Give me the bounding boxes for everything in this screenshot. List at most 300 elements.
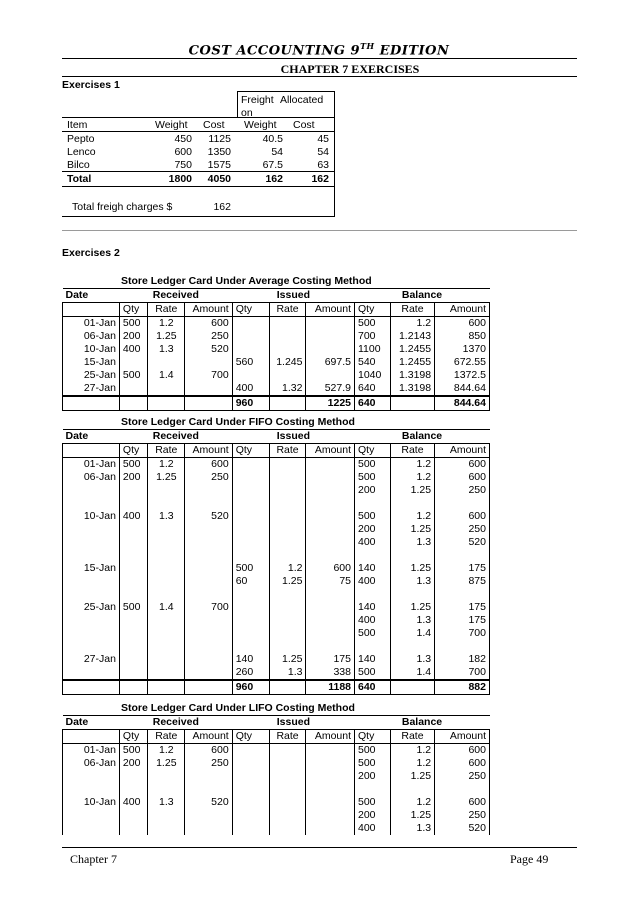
ledger-subheader-cell: Qty <box>232 303 269 317</box>
ledger-subheader-cell: Qty <box>232 444 269 458</box>
ledger-cell <box>119 562 147 575</box>
table-row <box>63 822 490 835</box>
ledger-cell: 500 <box>355 317 391 331</box>
ledger-cell <box>269 458 306 472</box>
ledger-cell: 700 <box>355 330 391 343</box>
ledger-cell: 15-Jan <box>63 562 120 575</box>
ledger-cell: 1.2 <box>390 510 434 523</box>
ledger-cell <box>63 640 120 653</box>
ledger-subheader-cell <box>63 303 120 317</box>
ledger-cell <box>269 343 306 356</box>
table-row <box>63 497 490 510</box>
ex1-cell: Pepto <box>67 133 95 145</box>
ledger-cell: 15-Jan <box>63 356 120 369</box>
ledger-cell: 140 <box>355 653 391 666</box>
ex1-total-freight: 162 <box>265 173 283 185</box>
ledger-subheader-cell: Amount <box>306 303 355 317</box>
ledger-cell: 1370 <box>435 343 490 356</box>
ledger-cell <box>435 549 490 562</box>
section-divider <box>62 230 577 231</box>
ledger-cell <box>355 549 391 562</box>
ledger-cell: 250 <box>435 484 490 497</box>
ledger-cell <box>269 640 306 653</box>
ledger-cell <box>390 497 434 510</box>
ledger-cell: 697.5 <box>306 356 355 369</box>
ledger-cell <box>306 510 355 523</box>
table-row <box>63 523 490 536</box>
ledger-cell <box>185 614 232 627</box>
ledger-cell: 06-Jan <box>63 757 120 770</box>
ledger-subheader-cell: Qty <box>119 303 147 317</box>
ledger-cell: 500 <box>355 471 391 484</box>
ex1-col-weight: Weight <box>155 119 188 131</box>
table-row <box>63 458 490 472</box>
ledger-cell <box>232 549 269 562</box>
ledger-cell <box>232 770 269 783</box>
ledger-cell: 1.25 <box>390 523 434 536</box>
ledger-cell: 400 <box>355 822 391 835</box>
ledger-cell <box>148 783 185 796</box>
ledger-cell: 200 <box>355 770 391 783</box>
ledger-cell <box>63 523 120 536</box>
table-row <box>63 369 490 382</box>
ledger-cell <box>306 471 355 484</box>
ledger-total-cell <box>148 680 185 695</box>
ledger-cell: 500 <box>355 666 391 680</box>
ledger-cell <box>269 822 306 835</box>
footer-rule <box>62 847 577 848</box>
ledger-cell <box>306 317 355 331</box>
ledger-cell <box>148 356 185 369</box>
ledger-cell <box>63 627 120 640</box>
ledger-subheader-cell: Amount <box>435 303 490 317</box>
ledger-cell: 175 <box>435 562 490 575</box>
ledger-cell <box>63 822 120 835</box>
ledger-cell <box>435 588 490 601</box>
ex1-col-cost: Cost <box>203 119 225 131</box>
ledger-subheader <box>63 444 490 458</box>
ledger-cell: 1.25 <box>390 484 434 497</box>
ledger-cell <box>119 783 147 796</box>
ledger-subheader-cell: Qty <box>232 730 269 744</box>
ledger-total-cell: 960 <box>232 396 269 411</box>
ledger-cell <box>269 497 306 510</box>
ledger-cell: 1.4 <box>390 627 434 640</box>
ledger-cell: 140 <box>232 653 269 666</box>
ledger-subheader-cell: Rate <box>390 730 434 744</box>
book-title: COST ACCOUNTING 9TH EDITION <box>188 41 450 59</box>
ledger-subheader-cell: Rate <box>148 730 185 744</box>
ledger-cell <box>185 523 232 536</box>
ledger-cell <box>306 369 355 382</box>
ledger-cell <box>185 809 232 822</box>
ledger-total-cell <box>269 396 306 411</box>
ledger-cell: 875 <box>435 575 490 588</box>
ledger-subheader-cell: Qty <box>355 444 391 458</box>
ledger-cell <box>148 614 185 627</box>
ledger-cell <box>119 770 147 783</box>
ledger-cell <box>119 536 147 549</box>
ledger-cell: 1.25 <box>269 575 306 588</box>
ledger-cell <box>185 484 232 497</box>
ledger-cell <box>306 783 355 796</box>
ledger-group-cell: Received <box>119 716 232 730</box>
ledger-subheader-cell: Qty <box>119 730 147 744</box>
ledger-cell <box>185 640 232 653</box>
ledger-cell: 1.3 <box>390 575 434 588</box>
ledger-cell: 600 <box>185 458 232 472</box>
ledger-cell <box>148 770 185 783</box>
ledger-total-cell <box>185 680 232 695</box>
ledger-cell <box>119 809 147 822</box>
ex1-col-weight2: Weight <box>244 119 277 131</box>
ledger-cell: 1.4 <box>390 666 434 680</box>
ledger-cell <box>269 549 306 562</box>
ledger-cell <box>232 510 269 523</box>
ledger-cell: 250 <box>185 471 232 484</box>
ledger-cell: 520 <box>435 822 490 835</box>
ledger-cell <box>269 783 306 796</box>
ledger-cell <box>306 536 355 549</box>
ledger-cell <box>355 640 391 653</box>
ledger-total-cell <box>185 396 232 411</box>
ledger-cell <box>232 523 269 536</box>
ledger-cell <box>269 536 306 549</box>
ledger-cell: 06-Jan <box>63 471 120 484</box>
ledger-cell: 01-Jan <box>63 744 120 758</box>
ledger-cell: 560 <box>232 356 269 369</box>
chapter-title: CHAPTER 7 EXERCISES <box>280 62 420 76</box>
ledger-cell <box>306 497 355 510</box>
ledger-cell: 1.3 <box>390 653 434 666</box>
ledger-cell <box>119 822 147 835</box>
avg-ledger-table <box>62 288 490 411</box>
footer-page: Page 49 <box>510 852 549 866</box>
ledger-cell <box>185 588 232 601</box>
ledger-cell <box>148 536 185 549</box>
ledger-cell <box>148 666 185 680</box>
ledger-cell: 1.245 <box>269 356 306 369</box>
ledger-cell <box>232 601 269 614</box>
ledger-cell: 1.2 <box>390 744 434 758</box>
ex1-cell: 40.5 <box>262 133 283 145</box>
allocated-header: Allocated <box>280 94 324 106</box>
ledger-cell: 200 <box>119 757 147 770</box>
ledger-cell: 540 <box>355 356 391 369</box>
ledger-cell: 1.25 <box>148 471 185 484</box>
ledger-group-cell: Issued <box>232 289 354 303</box>
ledger-cell: 06-Jan <box>63 330 120 343</box>
ledger-cell: 27-Jan <box>63 653 120 666</box>
ledger-cell: 25-Jan <box>63 601 120 614</box>
ledger-cell: 1.25 <box>390 601 434 614</box>
ledger-cell: 500 <box>232 562 269 575</box>
ledger-cell: 200 <box>119 330 147 343</box>
footer-chapter: Chapter 7 <box>70 852 117 866</box>
ledger-cell: 600 <box>435 757 490 770</box>
ledger-cell: 400 <box>119 343 147 356</box>
ledger-total-cell: 882 <box>435 680 490 695</box>
ledger-total-cell <box>63 680 120 695</box>
lifo-title: Store Ledger Card Under LIFO Costing Method <box>121 702 355 714</box>
table-row <box>63 757 490 770</box>
ledger-cell <box>306 627 355 640</box>
ledger-subheader-cell: Amount <box>185 730 232 744</box>
table-row <box>63 796 490 809</box>
ledger-total-cell: 1188 <box>306 680 355 695</box>
ex1-cell: 1350 <box>207 146 231 158</box>
ledger-cell: 700 <box>185 369 232 382</box>
ledger-cell <box>119 627 147 640</box>
ledger-cell <box>269 484 306 497</box>
ledger-cell <box>435 640 490 653</box>
ledger-cell: 400 <box>355 614 391 627</box>
ex1-total-allocated: 162 <box>311 173 329 185</box>
ledger-cell: 1.2 <box>390 757 434 770</box>
ledger-cell <box>119 588 147 601</box>
ledger-cell: 1.3 <box>269 666 306 680</box>
ledger-cell: 640 <box>355 382 391 396</box>
ledger-cell <box>232 822 269 835</box>
ledger-cell <box>63 783 120 796</box>
ledger-cell <box>63 484 120 497</box>
ex1-cell: 600 <box>174 146 192 158</box>
ledger-subheader-cell: Qty <box>355 303 391 317</box>
ex1-cell: Bilco <box>67 159 90 171</box>
ledger-cell <box>269 744 306 758</box>
table-row <box>63 382 490 396</box>
ledger-cell: 500 <box>355 757 391 770</box>
ledger-cell <box>269 757 306 770</box>
ledger-cell: 1100 <box>355 343 391 356</box>
ledger-cell: 1.3 <box>148 343 185 356</box>
ex1-col-item: Item <box>67 119 88 131</box>
ledger-total-row <box>63 396 490 411</box>
ledger-cell <box>232 757 269 770</box>
ledger-cell <box>148 549 185 562</box>
ledger-subheader <box>63 730 490 744</box>
ledger-cell <box>63 770 120 783</box>
ex1-cell: 63 <box>317 159 329 171</box>
ledger-cell: 10-Jan <box>63 510 120 523</box>
ledger-cell <box>63 536 120 549</box>
ledger-group-cell: Balance <box>355 289 490 303</box>
exercise2-label: Exercises 2 <box>62 247 120 259</box>
ledger-cell <box>269 796 306 809</box>
table-row <box>63 809 490 822</box>
ledger-cell <box>269 809 306 822</box>
ledger-cell: 700 <box>435 627 490 640</box>
table-row <box>63 640 490 653</box>
ledger-cell: 850 <box>435 330 490 343</box>
ledger-cell <box>355 783 391 796</box>
header-rule <box>62 58 577 59</box>
ledger-cell <box>185 627 232 640</box>
ledger-cell <box>355 497 391 510</box>
ex1-header-rule-top <box>62 117 334 118</box>
ledger-subheader-cell: Amount <box>185 444 232 458</box>
ledger-cell <box>232 497 269 510</box>
ledger-group-cell: Issued <box>232 430 354 444</box>
ledger-cell <box>148 484 185 497</box>
ledger-cell <box>185 575 232 588</box>
ex1-cell: Lenco <box>67 146 96 158</box>
ledger-cell: 672.55 <box>435 356 490 369</box>
exercise1-label: Exercises 1 <box>62 79 120 91</box>
ledger-cell <box>306 588 355 601</box>
ex1-cell: 45 <box>317 133 329 145</box>
ledger-cell: 400 <box>232 382 269 396</box>
ledger-cell <box>119 549 147 562</box>
ledger-cell <box>306 757 355 770</box>
ledger-subheader-cell: Rate <box>269 303 306 317</box>
ledger-cell: 500 <box>355 458 391 472</box>
ledger-cell <box>148 382 185 396</box>
ledger-cell: 175 <box>306 653 355 666</box>
ex1-total-label: Total <box>67 173 92 185</box>
ledger-cell <box>232 796 269 809</box>
ledger-cell: 1.2 <box>148 317 185 331</box>
ledger-cell: 520 <box>185 796 232 809</box>
ledger-cell <box>306 549 355 562</box>
ledger-cell <box>390 588 434 601</box>
ledger-cell: 250 <box>185 330 232 343</box>
ledger-total-cell: 844.64 <box>435 396 490 411</box>
ledger-cell <box>269 369 306 382</box>
ledger-cell: 1.2455 <box>390 343 434 356</box>
ledger-cell: 260 <box>232 666 269 680</box>
ledger-cell: 600 <box>435 510 490 523</box>
ledger-cell <box>119 356 147 369</box>
ledger-cell <box>269 614 306 627</box>
ledger-cell: 250 <box>435 809 490 822</box>
ledger-cell <box>306 484 355 497</box>
table-row <box>63 627 490 640</box>
ledger-cell <box>185 783 232 796</box>
ledger-cell: 10-Jan <box>63 796 120 809</box>
ex1-cell: 450 <box>174 133 192 145</box>
ledger-cell: 1.32 <box>269 382 306 396</box>
table-row <box>63 356 490 369</box>
ledger-cell: 175 <box>435 601 490 614</box>
ledger-cell: 01-Jan <box>63 317 120 331</box>
ledger-subheader-cell <box>63 730 120 744</box>
ledger-cell <box>232 744 269 758</box>
ledger-cell <box>435 497 490 510</box>
ledger-cell: 700 <box>435 666 490 680</box>
ledger-cell <box>119 575 147 588</box>
ledger-subheader <box>63 303 490 317</box>
ex1-total-rule <box>62 186 334 187</box>
ledger-cell: 1.3 <box>390 536 434 549</box>
ex1-total-cost: 4050 <box>207 173 231 185</box>
ledger-cell <box>148 822 185 835</box>
ledger-cell: 600 <box>435 471 490 484</box>
ledger-cell <box>185 562 232 575</box>
table-row <box>63 770 490 783</box>
ledger-cell <box>269 601 306 614</box>
ledger-cell <box>232 536 269 549</box>
ledger-cell: 500 <box>355 744 391 758</box>
ledger-cell: 1.2 <box>269 562 306 575</box>
ledger-cell <box>269 510 306 523</box>
table-row <box>63 614 490 627</box>
ledger-cell: 500 <box>355 796 391 809</box>
ex1-cell: 1125 <box>208 133 231 145</box>
ledger-cell: 1.3 <box>148 510 185 523</box>
ledger-cell <box>306 770 355 783</box>
ledger-cell: 25-Jan <box>63 369 120 382</box>
ledger-cell <box>306 796 355 809</box>
ledger-cell: 1.3 <box>148 796 185 809</box>
table-row <box>63 510 490 523</box>
ledger-cell <box>185 536 232 549</box>
ex1-cell: 1575 <box>207 159 231 171</box>
ledger-cell: 520 <box>185 343 232 356</box>
ledger-group-cell: Received <box>119 289 232 303</box>
ledger-cell <box>148 497 185 510</box>
ledger-group-cell: Date <box>63 430 120 444</box>
ledger-cell <box>232 627 269 640</box>
ledger-cell <box>63 549 120 562</box>
ledger-cell: 175 <box>435 614 490 627</box>
ledger-cell: 1.25 <box>390 809 434 822</box>
ledger-cell <box>306 640 355 653</box>
ledger-cell: 1.2 <box>390 458 434 472</box>
ledger-total-cell <box>390 680 434 695</box>
ledger-cell: 27-Jan <box>63 382 120 396</box>
ledger-total-cell: 640 <box>355 680 391 695</box>
fifo-ledger-table <box>62 429 490 695</box>
ledger-cell <box>232 330 269 343</box>
ledger-cell <box>148 653 185 666</box>
ledger-cell: 1.3 <box>390 614 434 627</box>
table-row <box>63 317 490 331</box>
ledger-cell: 338 <box>306 666 355 680</box>
ledger-cell: 500 <box>355 627 391 640</box>
ledger-total-cell <box>63 396 120 411</box>
ledger-subheader-cell: Amount <box>435 730 490 744</box>
ledger-cell: 844.64 <box>435 382 490 396</box>
ex1-total-rule-top <box>62 171 334 172</box>
ledger-cell <box>63 614 120 627</box>
ledger-cell <box>306 809 355 822</box>
freight-on-header: Freight on <box>241 94 274 119</box>
ledger-subheader-cell: Amount <box>306 730 355 744</box>
ledger-cell: 01-Jan <box>63 458 120 472</box>
ledger-cell <box>148 809 185 822</box>
ledger-cell <box>232 458 269 472</box>
ledger-cell: 200 <box>119 471 147 484</box>
header-rule-2 <box>62 76 577 77</box>
ledger-cell <box>148 627 185 640</box>
ledger-subheader-cell: Qty <box>119 444 147 458</box>
table-row <box>63 575 490 588</box>
ledger-cell <box>269 770 306 783</box>
ledger-cell <box>119 523 147 536</box>
ledger-subheader-cell: Rate <box>148 444 185 458</box>
table-row <box>63 783 490 796</box>
ledger-cell <box>185 822 232 835</box>
table-row <box>63 471 490 484</box>
lifo-ledger-table <box>62 715 490 835</box>
ledger-cell <box>355 588 391 601</box>
ledger-total-cell <box>148 396 185 411</box>
ledger-cell: 10-Jan <box>63 343 120 356</box>
ledger-cell <box>269 330 306 343</box>
ex1-cell: 54 <box>271 146 283 158</box>
table-row <box>63 666 490 680</box>
